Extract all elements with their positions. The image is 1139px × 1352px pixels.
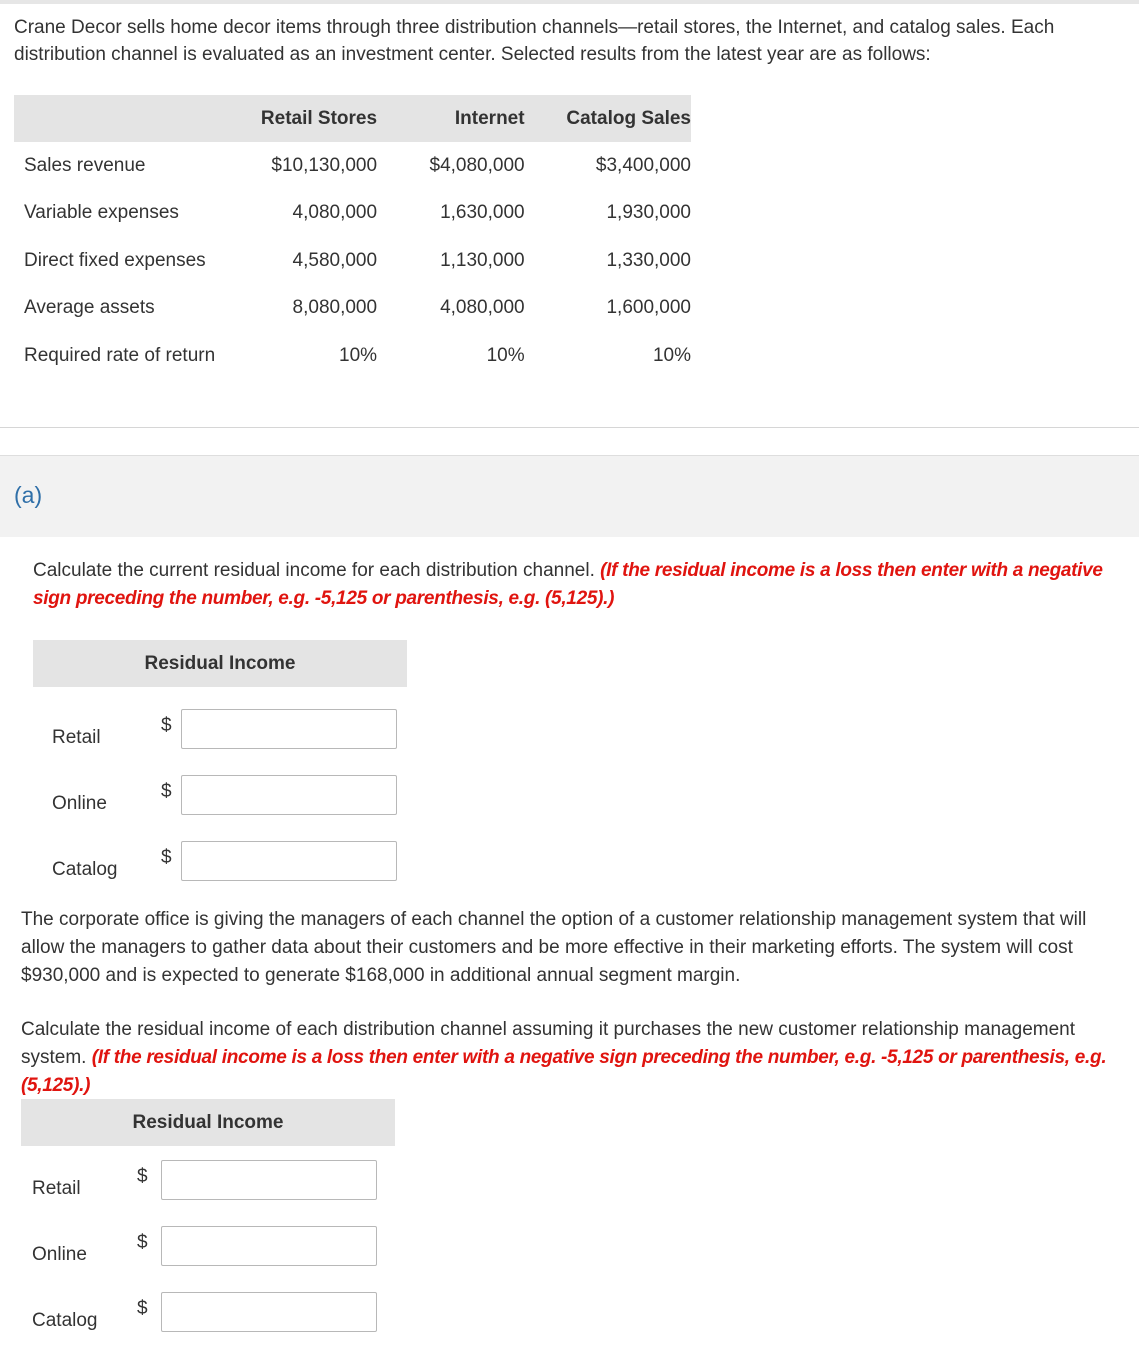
section-label: (a) [14, 482, 43, 508]
table-row [14, 190, 691, 238]
catalog-residual-income-input[interactable] [181, 841, 397, 881]
problem-intro: Crane Decor sells home decor items through three distribution channels—retail stores, the Internet, and catalog sales. Each distribution channel is evaluated as an investment center. Selected results from the latest year are as follows: [14, 17, 1055, 65]
cell-value: 1,930,000 [606, 202, 691, 224]
dollar-sign: $ [161, 715, 172, 736]
cell-value: 1,600,000 [606, 297, 691, 319]
table-row [14, 142, 691, 190]
row-label: Required rate of return [24, 344, 216, 366]
ri-label-catalog: Catalog [52, 859, 118, 880]
section-divider [0, 427, 1139, 428]
table-row [14, 332, 691, 380]
question-1-text: Calculate the current residual income for each distribution channel. [33, 560, 601, 581]
ri2-label-online: Online [32, 1244, 87, 1265]
ri2-label-retail: Retail [32, 1178, 81, 1199]
table-row [14, 285, 691, 333]
retail-crm-residual-income-input[interactable] [161, 1160, 377, 1200]
catalog-crm-residual-income-input[interactable] [161, 1292, 377, 1332]
table-row [14, 237, 691, 285]
cell-value: 10% [339, 344, 378, 366]
question-2-text: Calculate the residual income of each distribution channel assuming it purchases the new customer relationship management system. [21, 1019, 1076, 1068]
ri2-label-catalog: Catalog [32, 1310, 98, 1331]
online-crm-residual-income-input[interactable] [161, 1226, 377, 1266]
online-residual-income-input[interactable] [181, 775, 397, 815]
dollar-sign: $ [137, 1298, 148, 1319]
header-catalog-sales: Catalog Sales [525, 95, 691, 142]
dollar-sign: $ [161, 781, 172, 802]
cell-value: 10% [652, 344, 691, 366]
cell-value: 8,080,000 [292, 297, 378, 319]
question-1 [33, 557, 1128, 613]
cell-value: 10% [486, 344, 525, 366]
residual-income-header: Residual Income [33, 640, 407, 687]
crm-paragraph: The corporate office is giving the managers of each channel the option of a customer relationship management system that will allow the managers to gather data about their customers and be more effective in their marketing efforts. The system will cost $930,000 and is expected to generate $168,000 in additional annual segment margin. [21, 909, 1087, 986]
cell-value: 1,630,000 [440, 202, 525, 224]
question-2 [21, 1016, 1121, 1100]
cell-value: 4,580,000 [292, 249, 378, 271]
header-internet: Internet [377, 95, 525, 142]
row-label: Direct fixed expenses [24, 249, 206, 271]
residual-income-header-2: Residual Income [21, 1099, 395, 1146]
section-band [0, 455, 1139, 537]
cell-value: $4,080,000 [429, 154, 525, 176]
cell-value: 1,130,000 [440, 249, 525, 271]
ri-label-retail: Retail [52, 727, 101, 748]
dollar-sign: $ [161, 847, 172, 868]
dollar-sign: $ [137, 1166, 148, 1187]
header-retail-stores: Retail Stores [246, 95, 377, 142]
ri-label-online: Online [52, 793, 107, 814]
cell-value: 4,080,000 [292, 202, 378, 224]
data-table [14, 95, 691, 380]
question-1-note: (If the residual income is a loss then enter with a negative sign preceding the number, e.g. -5,125 or parenthesis, e.g. (5,125).) [33, 560, 1103, 609]
header-blank [14, 95, 246, 142]
row-label: Variable expenses [24, 202, 179, 224]
table-header-row [14, 95, 691, 142]
cell-value: $10,130,000 [271, 154, 378, 176]
cell-value: $3,400,000 [595, 154, 691, 176]
row-label: Average assets [24, 297, 155, 319]
dollar-sign: $ [137, 1232, 148, 1253]
cell-value: 4,080,000 [440, 297, 525, 319]
question-2-note: (If the residual income is a loss then enter with a negative sign preceding the number, e.g. -5,125 or parenthesis, e.g. (5,125).) [21, 1047, 1107, 1096]
top-divider [0, 0, 1139, 4]
row-label: Sales revenue [24, 154, 146, 176]
cell-value: 1,330,000 [606, 249, 691, 271]
retail-residual-income-input[interactable] [181, 709, 397, 749]
